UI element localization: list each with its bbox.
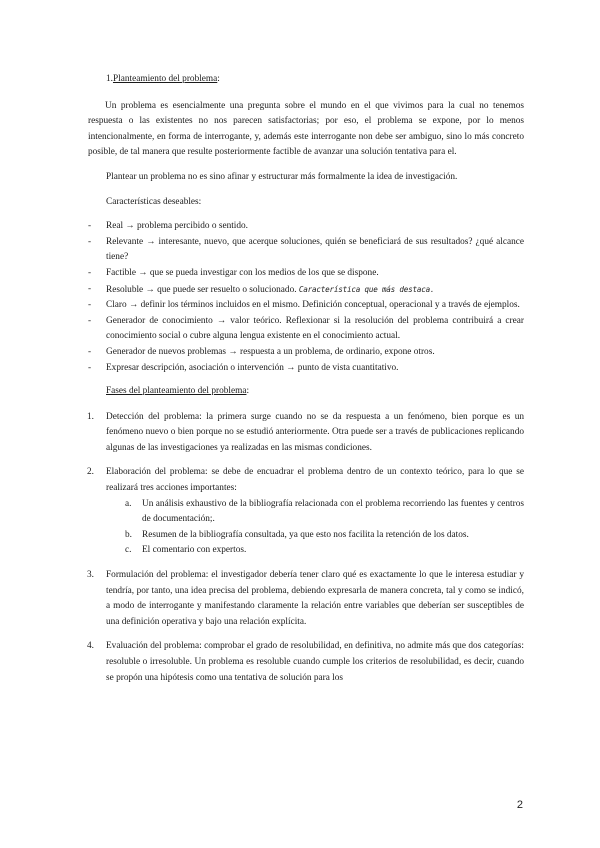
- paragraph-plantear: Plantear un problema no es sino afinar y estructurar más formalmente la idea de investigación.: [106, 171, 458, 182]
- list-item: - Factible → que se pueda investigar con los medios de los que se dispone.: [88, 267, 379, 278]
- list-item: - Relevante → interesante, nuevo, que acerque soluciones, quién se beneficiará de sus resultados? ¿qué alcance tiene?: [88, 236, 524, 263]
- subaction-item: a. Un análisis exhaustivo de la bibliografía relacionada con el problema recorriendo las fuentes y centros de documentación;.: [125, 498, 524, 525]
- subactions-list: [106, 497, 524, 559]
- phase-item: 3. Formulación del problema: el investigador debería tener claro qué es exactamente lo que le interesa estudiar y tendría, por tanto, una idea precisa del problema, debiendo expresarla de manera concreta, tal y como se indicó, a modo de interrogante y manifestando claramente la relación entre variables que deberían ser susceptibles de una definición operativa y bajo una relación explícita.: [87, 570, 524, 627]
- characteristics-title: Características deseables:: [106, 196, 202, 207]
- page-number: 2: [516, 799, 523, 811]
- handwritten-note: Característica que más destaca.: [298, 284, 435, 294]
- phase-item: 1. Detección del problema: la primera surge cuando no se da respuesta a un fenómeno, bien porque es un fenómeno nuevo o bien porque no se estudió anteriormente. Otra puede ser a través de publicaciones replicando algunas de las investigaciones ya realizadas en las mismas condiciones.: [87, 411, 524, 453]
- page-content: [88, 72, 524, 695]
- phase-item: 2. Elaboración del problema: se debe de encuadrar el problema dentro de un contexto teórico, para lo que se realizará tres acciones importantes: a. Un análisis exhaustivo de la bibliografía relacionada con el problema recorriendo las fuentes y centros de documentación;. b. Resumen de la bibliografía consultada, ya que esto nos facilita la retención de los datos. c. El comentario con expertos.: [88, 465, 524, 559]
- paragraph-definition: Un problema es esencialmente una pregunta sobre el mundo en el que vivimos para la cual no tenemos respuesta o las existentes no nos parecen satisfactorias; por eso, el problema se expone, por lo menos intencionalmente, en forma de interrogante, y, además este interrogante non debe ser ambiguo, sino lo más concreto posible, de tal manera que resulte posteriormente factible de avanzar una solución tentativa para el.: [88, 100, 524, 158]
- subaction-item: c. El comentario con expertos.: [125, 545, 247, 556]
- heading-number: 1.: [106, 74, 113, 84]
- phase-item: 4. Evaluación del problema: comprobar el grado de resolubilidad, en definitiva, no admite más que dos categorías: resoluble o irresoluble. Un problema es resoluble cuando cumple los criterios de resolubilidad, es decir, cuando se propón una hipótesis como una tentativa de solución para los: [87, 641, 524, 683]
- phases-list: [88, 410, 524, 687]
- list-item: - Real → problema percibido o sentido.: [88, 221, 248, 232]
- list-item: - Generador de nuevos problemas → respuesta a un problema, de ordinario, expone otros.: [88, 346, 435, 357]
- characteristics-list: [88, 219, 524, 376]
- list-item: - Expresar descripción, asociación o intervención → punto de vista cuantitativo.: [88, 362, 399, 373]
- list-item: - Claro → definir los términos incluidos en el mismo. Definición conceptual, operacional y a través de ejemplos.: [88, 300, 520, 311]
- list-item: - Generador de conocimiento → valor teórico. Reflexionar si la resolución del problema contribuirá a crear conocimiento social o cubre alguna lengua existente en el conocimiento actual.: [88, 315, 524, 342]
- section-heading: [106, 72, 524, 88]
- phases-heading: Fases del planteamiento del problema:: [106, 386, 250, 397]
- heading-title: Planteamiento del problema: [112, 74, 218, 84]
- heading-suffix: :: [217, 74, 220, 84]
- subaction-item: b. Resumen de la bibliografía consultada, ya que esto nos facilita la retención de los datos.: [125, 529, 469, 540]
- list-item: - Resoluble → que puede ser resuelto o solucionado. Característica que más destaca.: [88, 283, 435, 295]
